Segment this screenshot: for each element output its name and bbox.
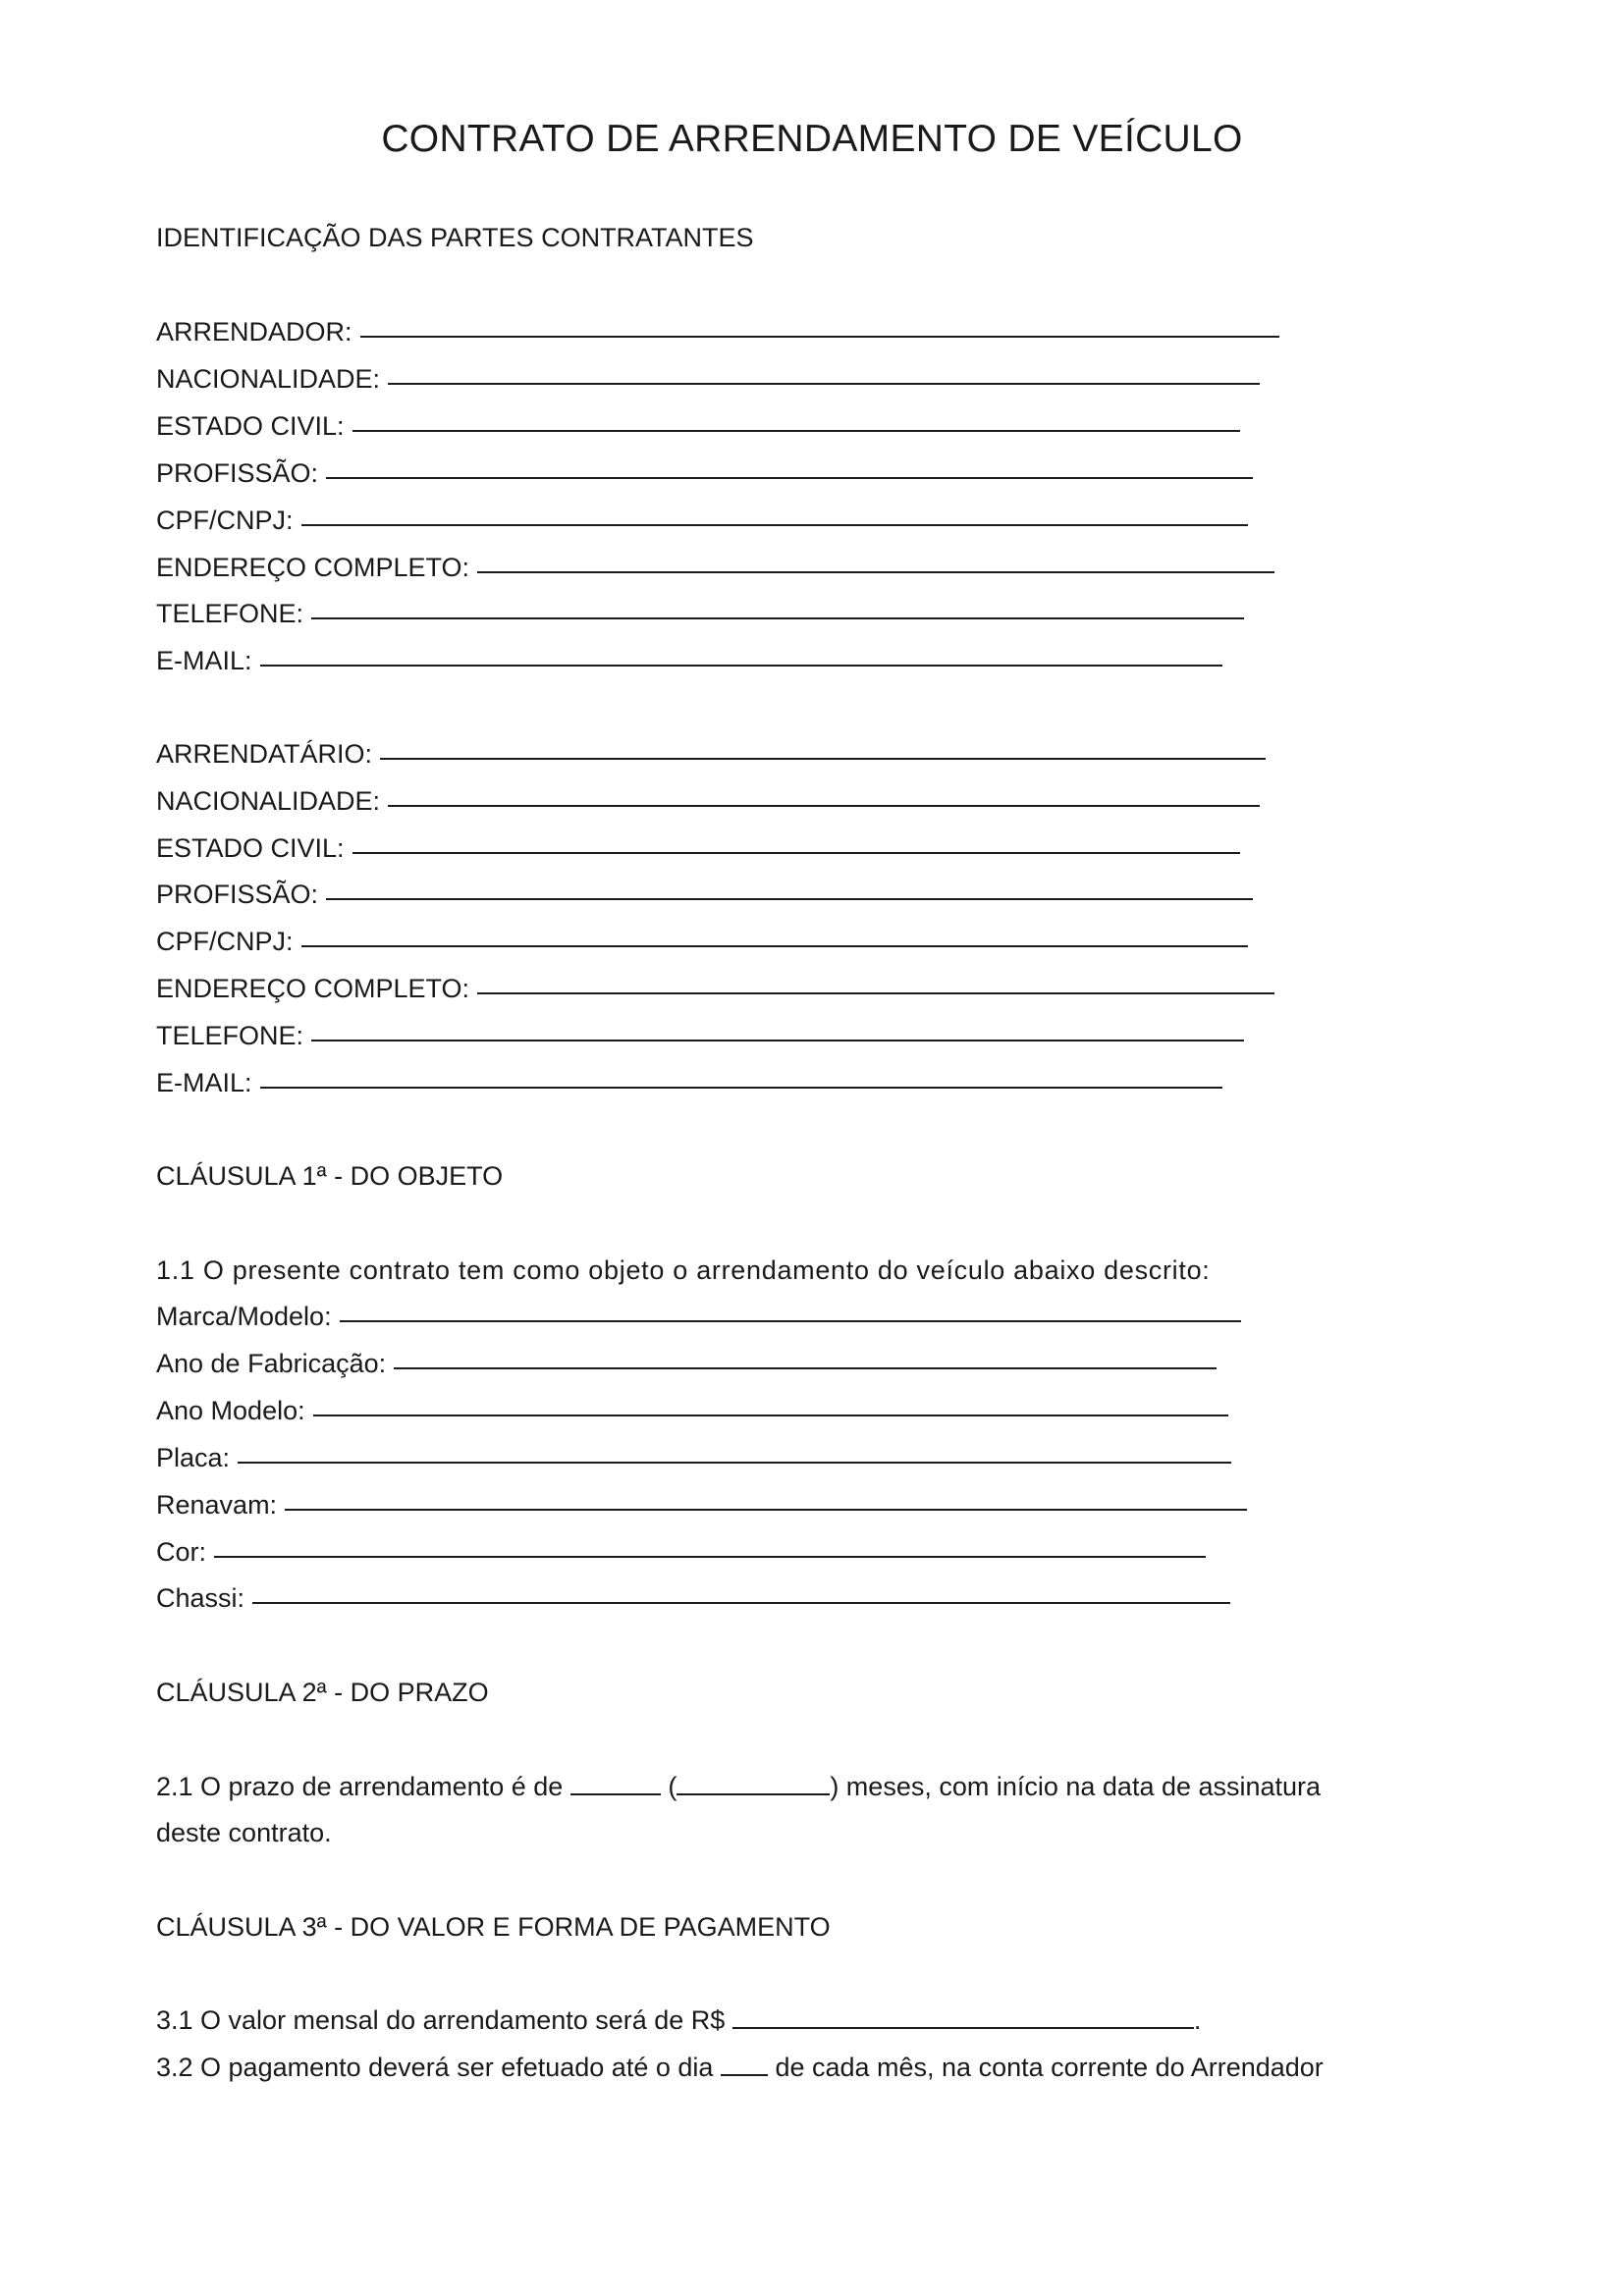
clause3-item2 <box>156 2051 1324 2084</box>
fill-in-line <box>285 1507 1247 1511</box>
field-label: ESTADO CIVIL: <box>156 411 345 441</box>
field-label: ENDEREÇO COMPLETO: <box>156 974 470 1003</box>
fill-in-line <box>477 990 1274 994</box>
clause3-heading: CLÁUSULA 3ª - DO VALOR E FORMA DE PAGAMENTO <box>156 1912 831 1942</box>
vehicle-chassis-field <box>156 1581 1230 1615</box>
field-label: Renavam: <box>156 1490 278 1520</box>
field-label: E-MAIL: <box>156 646 252 675</box>
fill-in-line <box>311 1038 1244 1041</box>
vehicle-manufacture-year-field <box>156 1347 1217 1380</box>
field-label: Ano de Fabricação: <box>156 1349 387 1378</box>
vehicle-make-model-field <box>156 1300 1241 1333</box>
clause3-item1 <box>156 2003 1201 2037</box>
lessor-address-field <box>156 551 1274 584</box>
lessee-nationality-field <box>156 784 1260 818</box>
clause2-text-line1 <box>156 1770 1321 1803</box>
field-label: NACIONALIDADE: <box>156 364 381 394</box>
fill-in-line <box>352 850 1240 854</box>
vehicle-model-year-field <box>156 1394 1228 1427</box>
document-title: CONTRATO DE ARRENDAMENTO DE VEÍCULO <box>381 118 1243 160</box>
vehicle-color-field <box>156 1535 1206 1569</box>
fill-in-line <box>477 569 1274 573</box>
clause2-text-part3: ) meses, com início na data de assinatura <box>830 1772 1322 1801</box>
field-label: ENDEREÇO COMPLETO: <box>156 553 470 582</box>
lessee-email-field <box>156 1066 1222 1099</box>
clause2-heading: CLÁUSULA 2ª - DO PRAZO <box>156 1678 489 1707</box>
field-label: CPF/CNPJ: <box>156 506 294 535</box>
fill-in-line <box>311 615 1244 619</box>
lessor-nationality-field <box>156 362 1260 396</box>
fill-in-line <box>301 522 1248 526</box>
fill-in-line <box>326 475 1253 479</box>
fill-in-line <box>252 1600 1230 1604</box>
vehicle-renavam-field <box>156 1488 1247 1522</box>
fill-in-line <box>340 1318 1241 1322</box>
parties-heading: IDENTIFICAÇÃO DAS PARTES CONTRATANTES <box>156 223 754 252</box>
field-label: E-MAIL: <box>156 1068 252 1097</box>
clause3-item2-text: 3.2 O pagamento deverá ser efetuado até o dia <box>156 2053 714 2082</box>
fill-in-line <box>326 896 1253 900</box>
fill-in-line <box>260 1085 1222 1089</box>
lessor-marital-status-field <box>156 409 1240 443</box>
vehicle-plate-field <box>156 1441 1231 1474</box>
fill-in-line <box>388 381 1260 385</box>
fill-in-line <box>394 1365 1217 1369</box>
clause2-text-part2: ( <box>668 1772 677 1801</box>
term-months-words-blank <box>677 1772 830 1795</box>
fill-in-line <box>301 943 1248 947</box>
clause3-item1-text: 3.1 O valor mensal do arrendamento será de R$ <box>156 2005 726 2035</box>
fill-in-line <box>380 756 1266 760</box>
field-label: CPF/CNPJ: <box>156 927 294 956</box>
lessor-email-field <box>156 644 1222 677</box>
field-label: Marca/Modelo: <box>156 1302 332 1331</box>
lessee-name-field <box>156 737 1266 771</box>
fill-in-line <box>214 1554 1206 1558</box>
fill-in-line <box>360 334 1279 338</box>
clause3-item2-text-end: de cada mês, na conta corrente do Arrendador <box>775 2053 1324 2082</box>
lessee-phone-field <box>156 1019 1244 1052</box>
fill-in-line <box>313 1413 1228 1416</box>
field-label: PROFISSÃO: <box>156 458 319 488</box>
fill-in-line <box>388 803 1260 807</box>
monthly-value-blank <box>732 2005 1194 2029</box>
term-months-blank <box>570 1772 661 1795</box>
clause1-intro: 1.1 O presente contrato tem como objeto o arrendamento do veículo abaixo descrito: <box>156 1255 1211 1285</box>
field-label: Cor: <box>156 1537 207 1567</box>
payment-day-blank <box>721 2053 768 2076</box>
field-label: Placa: <box>156 1443 231 1472</box>
fill-in-line <box>260 663 1222 667</box>
lessor-cpf-cnpj-field <box>156 504 1248 537</box>
field-label: ESTADO CIVIL: <box>156 833 345 863</box>
field-label: PROFISSÃO: <box>156 880 319 909</box>
field-label: NACIONALIDADE: <box>156 786 381 816</box>
field-label: TELEFONE: <box>156 599 304 628</box>
fill-in-line <box>238 1460 1231 1464</box>
fill-in-line <box>352 428 1240 432</box>
lessor-phone-field <box>156 597 1244 630</box>
lessee-address-field <box>156 972 1274 1005</box>
lessor-profession-field <box>156 456 1253 490</box>
lessee-cpf-cnpj-field <box>156 925 1248 958</box>
clause2-text-line2: deste contrato. <box>156 1818 332 1847</box>
field-label: Ano Modelo: <box>156 1396 305 1425</box>
clause3-item1-period: . <box>1193 2005 1202 2035</box>
field-label: Chassi: <box>156 1583 245 1613</box>
lessee-profession-field <box>156 878 1253 911</box>
clause1-heading: CLÁUSULA 1ª - DO OBJETO <box>156 1161 504 1191</box>
field-label: ARRENDADOR: <box>156 317 352 347</box>
field-label: TELEFONE: <box>156 1021 304 1050</box>
field-label: ARRENDATÁRIO: <box>156 739 373 769</box>
lessee-marital-status-field <box>156 831 1240 865</box>
clause2-text-part1: 2.1 O prazo de arrendamento é de <box>156 1772 564 1801</box>
lessor-name-field <box>156 315 1279 348</box>
